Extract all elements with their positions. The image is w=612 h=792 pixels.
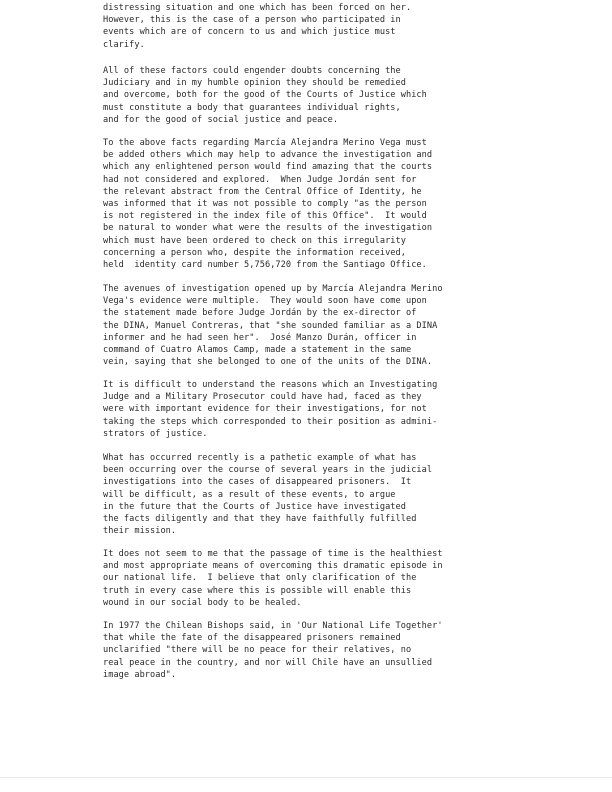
paragraph-1	[103, 2, 513, 51]
text-line: our national life. I believe that only clarification of the	[103, 573, 417, 584]
text-line: wound in our social body to be healed.	[103, 597, 302, 608]
text-line: The avenues of investigation opened up by Marcía Alejandra Merino	[103, 284, 443, 294]
text-line: command of Cuatro Alamos Camp, made a statement in the same	[103, 345, 412, 356]
text-line: vein, saying that she belonged to one of the units of the DINA.	[103, 357, 433, 368]
text-line: and overcome, both for the good of the Courts of Justice which	[103, 90, 427, 101]
text-line: was informed that it was not possible to comply "as the person	[103, 199, 427, 210]
text-line: All of these factors could engender doubts concerning the	[103, 66, 401, 76]
text-line: Judiciary and in my humble opinion they should be remedied	[103, 78, 406, 89]
text-line: in the future that the Courts of Justice have investigated	[103, 501, 406, 512]
text-line: To the above facts regarding Marcía Alejandra Merino Vega must	[103, 138, 427, 148]
text-line: Judge and a Military Prosecutor could have had, faced as they	[103, 392, 422, 403]
text-line: and most appropriate means of overcoming this dramatic episode in	[103, 561, 443, 572]
text-line: truth in every case where this is possible will enable this	[103, 585, 412, 596]
text-line: It does not seem to me that the passage of time is the healthiest	[103, 549, 443, 559]
text-line: the DINA, Manuel Contreras, that "she sounded familiar as a DINA	[103, 320, 438, 331]
text-line: taking the steps which corresponded to their position as admini-	[103, 416, 438, 427]
text-line: their mission.	[103, 526, 177, 537]
text-line: unclarified "there will be no peace for their relatives, no	[103, 645, 412, 656]
paragraph-2	[103, 65, 513, 126]
text-line: the statement made before Judge Jordán by the ex-director of	[103, 308, 417, 319]
text-line: However, this is the case of a person who participated in	[103, 15, 401, 26]
paragraph-7	[103, 548, 513, 609]
text-line: image abroad".	[103, 669, 177, 680]
text-line: will be difficult, as a result of these events, to argue	[103, 489, 396, 500]
text-line: In 1977 the Chilean Bishops said, in 'Our National Life Together'	[103, 621, 443, 631]
text-line: which must have been ordered to check on this irregularity	[103, 235, 406, 246]
text-line: strators of justice.	[103, 428, 208, 439]
text-line: were with important evidence for their investigations, for not	[103, 404, 427, 415]
text-line: clarify.	[103, 39, 145, 50]
text-line: had not considered and explored. When Judge Jordán sent for	[103, 174, 417, 185]
text-line: informer and he had seen her". José Manzo Durán, officer in	[103, 332, 417, 343]
paragraph-4	[103, 283, 513, 368]
text-line: be added others which may help to advance the investigation and	[103, 150, 433, 161]
text-line: concerning a person who, despite the information received,	[103, 247, 406, 258]
paragraph-3	[103, 137, 513, 271]
text-line: which any enlightened person would find amazing that the courts	[103, 162, 433, 173]
text-line: real peace in the country, and nor will Chile have an unsullied	[103, 657, 433, 668]
page-bottom-edge	[0, 777, 612, 778]
text-line: events which are of concern to us and which justice must	[103, 27, 396, 38]
text-line: What has occurred recently is a pathetic example of what has	[103, 453, 417, 463]
paragraph-6	[103, 452, 513, 537]
paragraph-5	[103, 379, 513, 440]
text-line: investigations into the cases of disappeared prisoners. It	[103, 477, 412, 488]
text-line: the relevant abstract from the Central Office of Identity, he	[103, 186, 422, 197]
text-line: distressing situation and one which has been forced on her.	[103, 3, 412, 13]
text-line: must constitute a body that guarantees individual rights,	[103, 102, 401, 113]
text-line: and for the good of social justice and peace.	[103, 114, 339, 125]
text-line: is not registered in the index file of this Office". It would	[103, 211, 427, 222]
text-line: Vega's evidence were multiple. They would soon have come upon	[103, 296, 427, 307]
text-line: It is difficult to understand the reasons which an Investigating	[103, 380, 438, 390]
text-line: the facts diligently and that they have faithfully fulfilled	[103, 514, 417, 525]
text-line: that while the fate of the disappeared prisoners remained	[103, 633, 401, 644]
text-line: held identity card number 5,756,720 from the Santiago Office.	[103, 260, 427, 271]
text-line: been occurring over the course of several years in the judicial	[103, 465, 433, 476]
text-line: be natural to wonder what were the results of the investigation	[103, 223, 433, 234]
paragraph-8	[103, 620, 513, 681]
